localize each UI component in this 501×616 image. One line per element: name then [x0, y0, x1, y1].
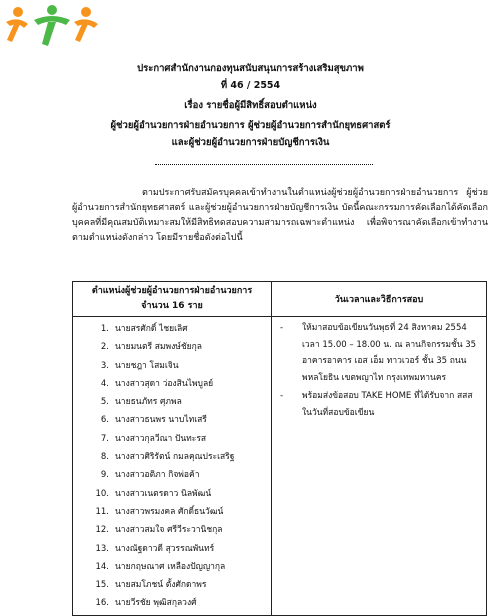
- candidate-number: 6.: [100, 415, 109, 426]
- candidate-row: [73, 540, 271, 558]
- thaihealth-logo: [4, 2, 100, 54]
- candidate-number: 9.: [100, 470, 109, 481]
- candidate-number: 5.: [100, 397, 109, 408]
- candidate-number: 1.: [100, 324, 109, 334]
- candidate-row: [73, 338, 271, 356]
- candidate-name: นางสาวศิริรัตน์ กมลคุณประเสริฐ: [115, 452, 235, 463]
- candidate-name: นายชฎา โสมเจิน: [115, 360, 179, 371]
- candidate-number: 13.: [95, 543, 109, 554]
- candidate-number: 2.: [100, 342, 109, 353]
- schedule-item: [280, 388, 478, 421]
- candidate-number: 16.: [95, 598, 109, 609]
- candidate-name: นางณัฐดาวดี สุวรรณพันทร์: [115, 543, 215, 554]
- candidate-name: นางสาวอติภา กิจพ่อค้า: [115, 470, 200, 481]
- candidate-row: [73, 320, 271, 338]
- candidate-row: [73, 576, 271, 594]
- candidate-row: [73, 448, 271, 466]
- position-list-line2: และผู้ช่วยผู้อำนวยการฝ่ายบัญชีการเงิน: [171, 137, 330, 148]
- schedule-list: [272, 317, 486, 421]
- intro-paragraph: [72, 186, 488, 246]
- logo-figure-right-icon: [74, 7, 98, 42]
- logo-figure-left-icon: [6, 7, 28, 42]
- schedule-bullet: -: [280, 391, 284, 401]
- position-list-line1: ผู้ช่วยผู้อำนวยการฝ่ายอำนวยการ ผู้ช่วยผู้อำนวยการสำนักยุทธศาสตร์: [110, 120, 391, 131]
- candidate-name: นายสมโภชน์ ตั้งศักดาพร: [115, 580, 207, 591]
- candidate-number: 15.: [95, 580, 109, 591]
- candidate-name: นายมนตรี สมพงษ์ชัยกุล: [115, 342, 203, 353]
- announcement-title: ประกาศสำนักงานกองทุนสนับสนุนการสร้างเสริมสุขภาพ: [137, 63, 364, 74]
- candidate-row: [73, 485, 271, 503]
- schedule-text: ให้มาสอบข้อเขียนวันพุธที่ 24 สิงหาคม 2554 เวลา 15.00 – 18.00 น. ณ ลานกิจกรรมชั้น 35 อาคารอาคาร เอส เอ็ม ทาวเวอร์ ชั้น 35 ถนนพหลโยธิน เขตพญาไท กรุงเทพมหานคร: [302, 323, 477, 383]
- candidate-number: 4.: [100, 378, 109, 389]
- candidate-name: นางสาวสุดา ว่องสินไพบูลย์: [115, 378, 214, 389]
- candidate-number: 12.: [95, 525, 109, 536]
- candidate-name: นายสรศักดิ์ ไชยเลิศ: [115, 324, 188, 334]
- candidate-row: [73, 393, 271, 411]
- dotted-divider: [155, 160, 373, 165]
- candidate-name: นายธนภัทร ศุภพล: [115, 397, 182, 408]
- candidate-number: 8.: [100, 452, 109, 463]
- position-header: [73, 282, 272, 317]
- logo-figure-middle-icon: [34, 5, 70, 46]
- candidate-name: นางสาวเนตรดาว นิลพัฒน์: [115, 488, 212, 499]
- schedule-cell: [272, 317, 487, 616]
- schedule-header: วันเวลาและวิธีการสอบ: [272, 282, 487, 317]
- position-header-count: จำนวน 16 ราย: [141, 301, 203, 311]
- candidate-table: [72, 281, 487, 616]
- candidate-row: [73, 466, 271, 484]
- candidate-row: [73, 521, 271, 539]
- candidate-name: นางสาวธนพร นาบไทเสรี: [115, 415, 207, 426]
- announcement-number: ที่ 46 / 2554: [220, 80, 281, 91]
- candidate-row: [73, 503, 271, 521]
- candidate-row: [73, 430, 271, 448]
- candidate-number: 11.: [95, 506, 109, 517]
- candidate-name: นางสาวพรมงคล ศักดิ์ธนวัฒน์: [115, 506, 224, 517]
- candidate-cell: [73, 317, 272, 616]
- candidate-number: 3.: [100, 360, 109, 371]
- candidate-list: [73, 317, 271, 615]
- candidate-number: 7.: [100, 433, 109, 444]
- intro-text: ตามประกาศรับสมัครบุคคลเข้าทำงานในตำแหน่งผู้ช่วยผู้อำนวยการฝ่ายอำนวยการ ผู้ช่วยผู้อำนวยการสำนักยุทธศาสตร์ และผู้ช่วยผู้อำนวยการฝ่ายบัญชีการเงิน บัดนี้คณะกรรมการคัดเลือกได้คัดเลือกบุคคลที่มีคุณสมบัติเหมาะสมให้มีสิทธิทดสอบความสามารถเฉพาะตำแหน่ง เพื่อพิจารณาคัดเลือกเข้าทำงานตามตำแหน่งดังกล่าว โดยมีรายชื่อดังต่อไปนี้: [72, 188, 488, 243]
- candidate-number: 14.: [95, 561, 109, 572]
- candidate-name: นางสาวกุลวีณา ปันทะรส: [115, 433, 207, 444]
- schedule-bullet: -: [280, 323, 284, 333]
- candidate-row: [73, 411, 271, 429]
- candidate-row: [73, 558, 271, 576]
- candidate-name: นายวีรชัย พุฒิสกุลวงศ์: [115, 598, 197, 609]
- position-header-title: ตำแหน่งผู้ช่วยผู้อำนวยการฝ่ายอำนวยการ: [91, 286, 253, 296]
- announcement-subject: เรื่อง รายชื่อผู้มีสิทธิ์สอบตำแหน่ง: [184, 100, 317, 111]
- candidate-row: [73, 375, 271, 393]
- candidate-number: 10.: [95, 488, 109, 499]
- candidate-name: นางสาวสมใจ ศรีวีระวานิชกุล: [115, 525, 223, 536]
- schedule-item: [280, 320, 478, 386]
- candidate-name: นายกฤษณาศ เหลืองปัญญากุล: [115, 561, 226, 572]
- candidate-row: [73, 357, 271, 375]
- table-body-row: [73, 317, 487, 616]
- table-header-row: [73, 282, 487, 317]
- schedule-text: พร้อมส่งข้อสอบ TAKE HOME ที่ได้รับจาก สสส ในวันที่สอบข้อเขียน: [302, 391, 473, 418]
- candidate-row: [73, 594, 271, 612]
